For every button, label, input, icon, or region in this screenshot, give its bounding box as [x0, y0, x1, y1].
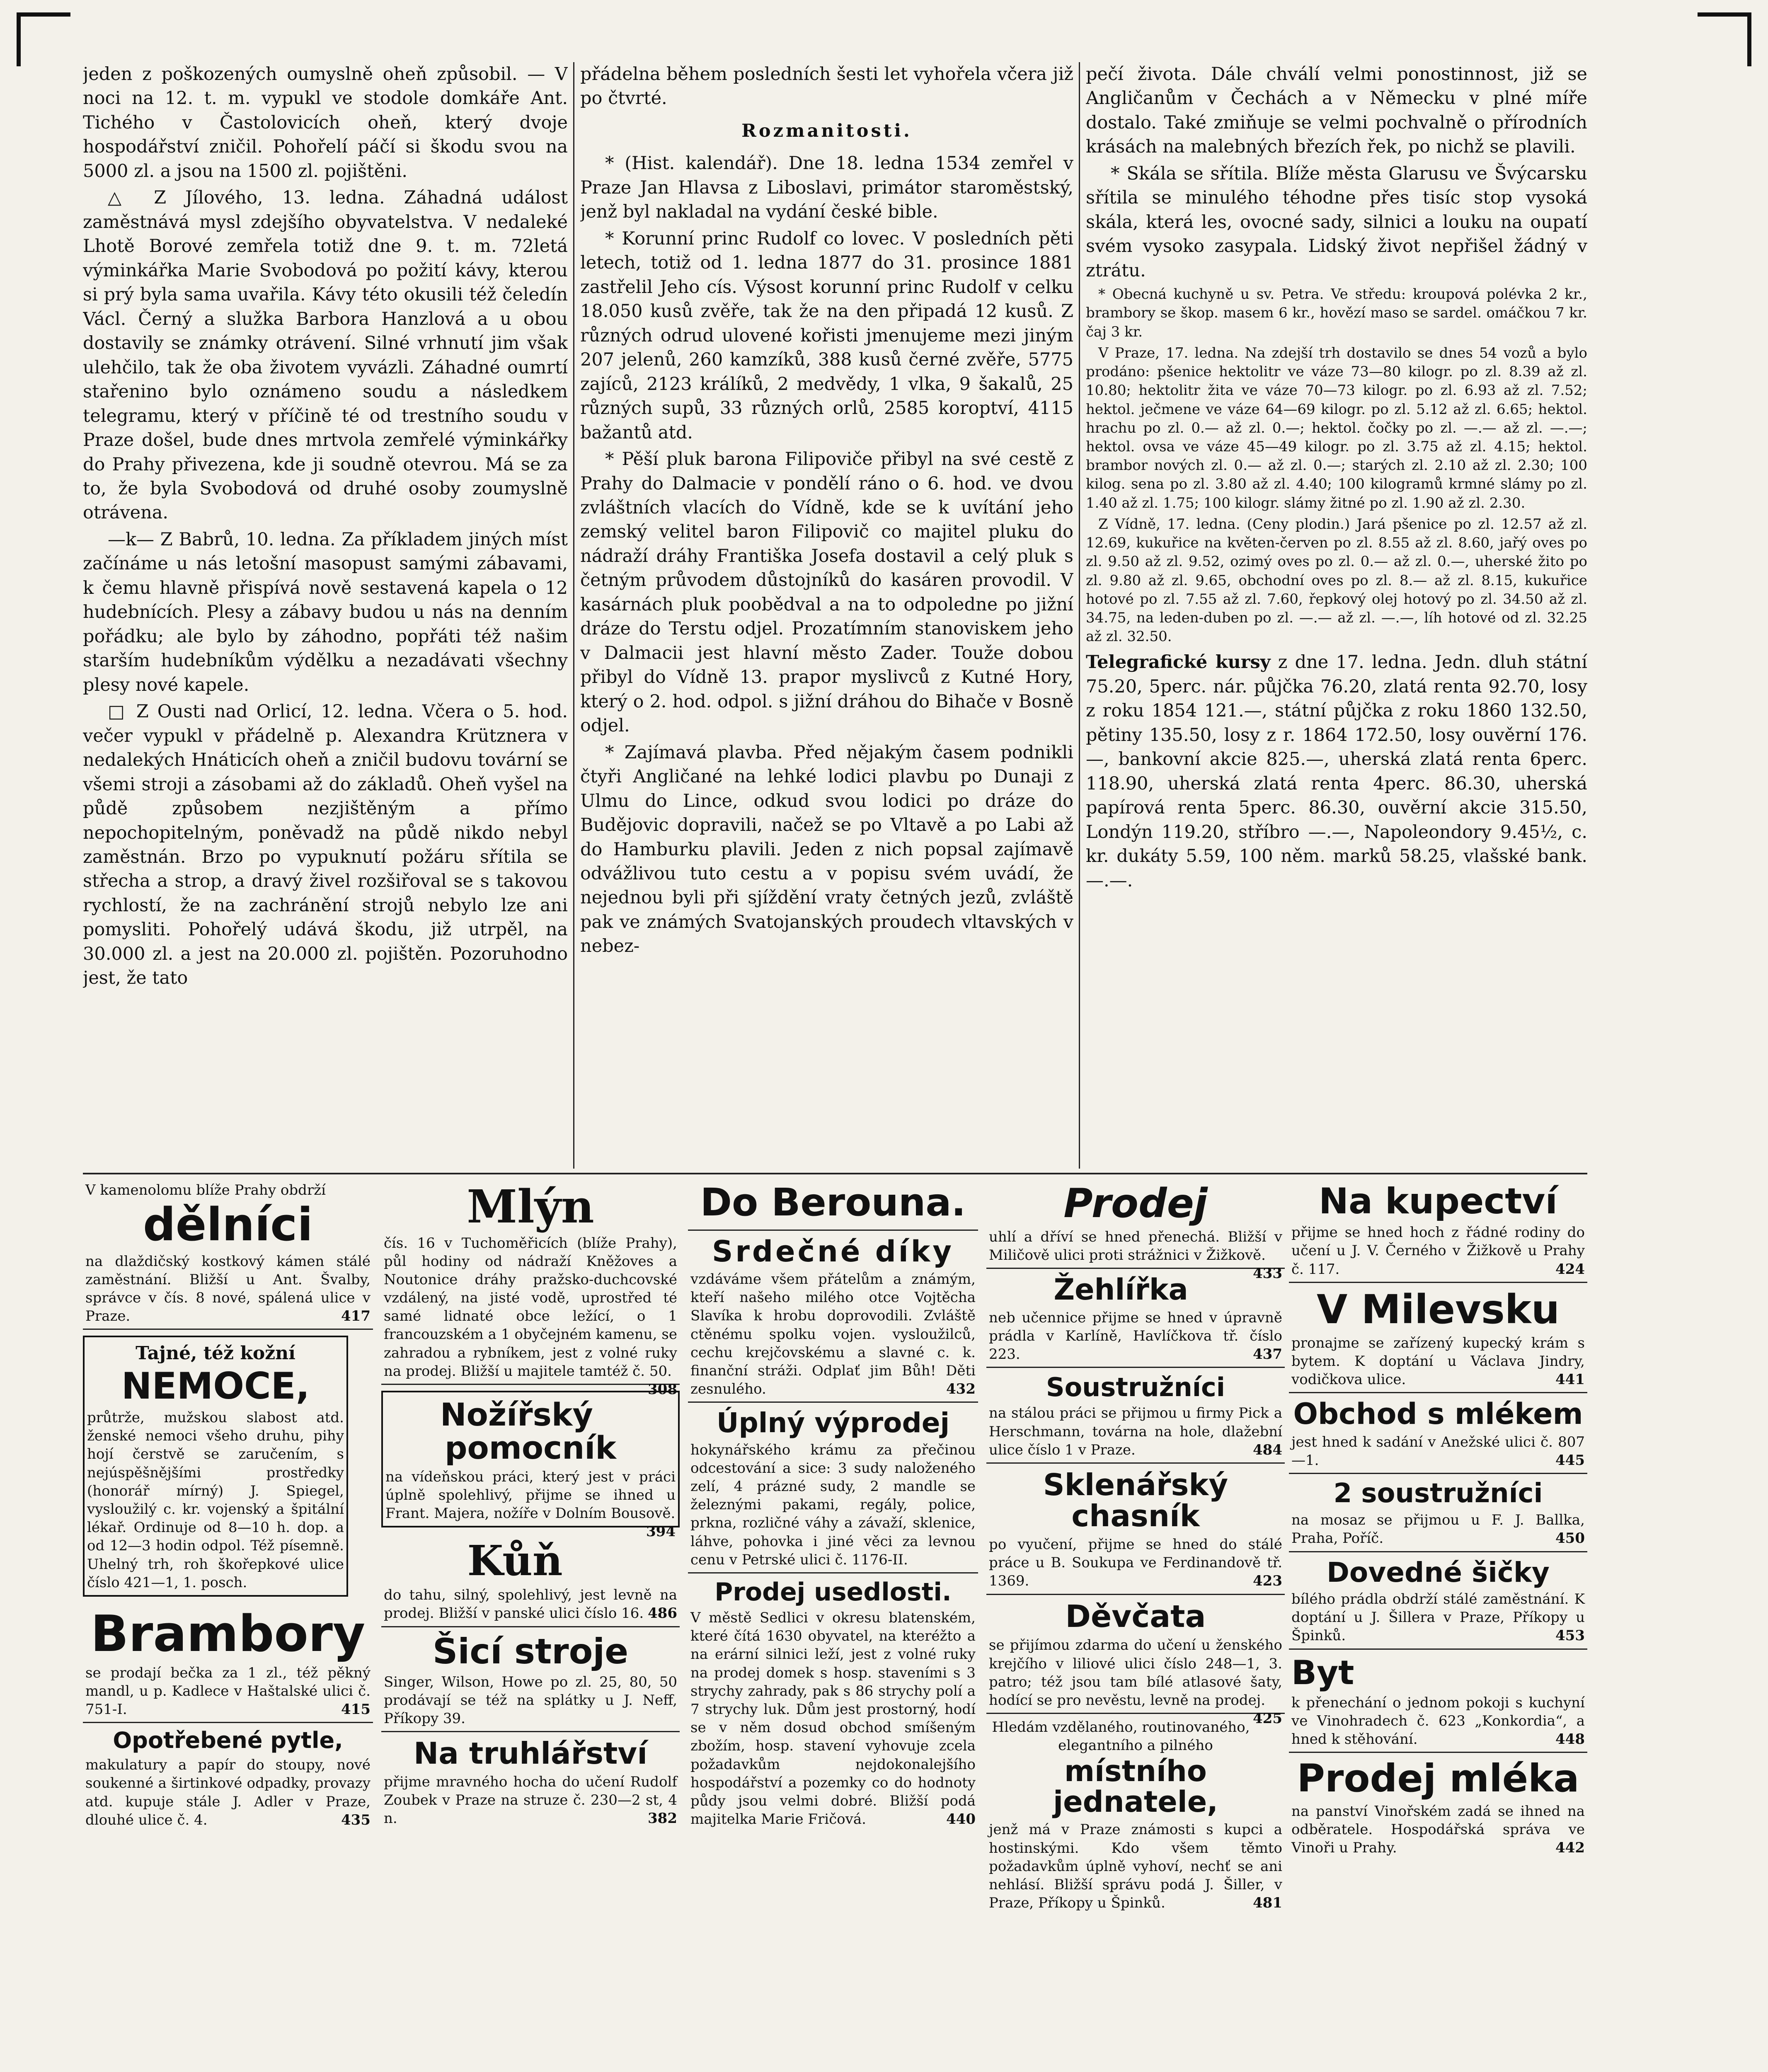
ad-text: uhlí a dříví se hned přenechá. Bližší v Miličově ulici proti strážnici v Žižkově. — [989, 1228, 1282, 1264]
ad-intro: Tajné, též kožní — [136, 1343, 295, 1364]
ad-number: 441 — [1555, 1371, 1585, 1388]
ad-number: 453 — [1555, 1627, 1585, 1644]
ad-text: Singer, Wilson, Howe po zl. 25, 80, 50 prodávají se též na splátky u J. Neff, Příkopy 39. — [384, 1673, 677, 1727]
ad-headline: Nožířský pomocník — [440, 1396, 616, 1466]
ad-number: 425 — [1253, 1710, 1282, 1727]
advertisement — [1289, 1393, 1587, 1474]
ad-headline: Byt — [1291, 1653, 1354, 1692]
ad-text: hokynářského krámu za přečinou odcestování a sice: 3 sudy naloženého zelí, 4 prázné sudy, 2 mandle se železnými pakami, regály, police, prkna, rozličné váhy a závaží, sklenice, láhve, pohovka i jiné věci za levnou cenu v Petrské ulici č. 1176-II. — [690, 1441, 976, 1568]
ad-number: 481 — [1253, 1895, 1282, 1912]
advertisement — [688, 1231, 978, 1403]
advertisement — [381, 1391, 680, 1540]
news-paragraph: pečí života. Dále chválí velmi ponostinnost, již se Angličanům v Čechách a v Německu v plné míře dostalo. Také zmiňuje se velmi pochvalně o přírodních krásách na malebných březích řek, po nichž se plavili. — [1086, 64, 1587, 157]
ad-headline: Mlýn — [467, 1180, 594, 1233]
ad-number: 448 — [1555, 1731, 1585, 1748]
ad-headline: Šicí stroje — [432, 1631, 629, 1672]
ad-text: po vyučení, přijme se hned do stálé práce u B. Soukupa ve Ferdinandově tř. 1369. — [989, 1536, 1282, 1590]
advertisement — [1289, 1753, 1587, 1860]
ad-headline: V Milevsku — [1316, 1286, 1560, 1333]
ad-number: 417 — [341, 1308, 371, 1325]
ad-number: 450 — [1555, 1530, 1585, 1547]
ad-text: vzdáváme všem přátelům a známým, kteří našeho milého otce Vojtěcha Slavíka k hrobu doprovodili. Zvláště ctěnému spolku vojen. vysloužilců, cechu krejčovskému a slavné c. k. finanční stráži. Odplať jim Bůh! Děti zesnulého. — [690, 1271, 976, 1398]
ad-text: neb učennice přijme se hned v úpravně prádla v Karlíně, Havlíčkova tř. číslo 223. — [989, 1309, 1282, 1363]
ad-number: 423 — [1253, 1573, 1282, 1590]
ad-text: přijme se hned hoch z řádné rodiny do učení u J. V. Černého v Žižkově u Prahy č. 117. — [1291, 1224, 1585, 1278]
ad-headline: Žehlířka — [1054, 1273, 1188, 1307]
news-paragraph: přádelna během posledních šesti let vyhořela včera již po čtvrté. — [580, 64, 1073, 109]
ad-headline: Opotřebené pytle, — [113, 1727, 343, 1754]
advertisement — [83, 1177, 373, 1330]
ad-text: na mosaz se přijmou u F. J. Ballka, Praha, Poříč. — [1291, 1512, 1585, 1547]
ads-column-3 — [688, 1177, 978, 2072]
ad-headline: NEMOCE, — [121, 1364, 310, 1407]
ad-headline: Na truhlářství — [413, 1736, 647, 1771]
ad-text: k přenechání o jednom pokoji s kuchyní ve Vinohradech č. 623 „Konkordia“, a hned k stěhování. — [1291, 1694, 1585, 1748]
ad-headline: Soustružníci — [1046, 1372, 1225, 1403]
advertisement — [83, 1336, 348, 1596]
ad-text: čís. 16 v Tuchoměřicích (blíže Prahy), půl hodiny od nádraží Kněžoves a Noutonice dráhy pražsko-duchcovské vzdálený, na jisté vodě, uprostřed té samé lidnaté obce ležící, o 1 francouzském a 1 obyčejném kamenu, se zahradou a rybníkem, jest z volné ruky na prodej. Bližší u majitele tamtéž č. 50. — [384, 1234, 677, 1380]
news-paragraph: * Skála se sřítila. Blíže města Glarusu ve Švýcarsku sřítila se minulého téhodne přes tisíc stop vysoká skála, která les, ovocné sady, silnici a louku na oupatí svém vysoko zasypala. Lidský život nepřišel žádný v ztrátu. — [1086, 163, 1587, 281]
market-paragraph: * Obecná kuchyně u sv. Petra. Ve středu: kroupová polévka 2 kr., brambory se škop. masem 6 kr., hovězí maso se sardel. omáčkou 7 kr. čaj 3 kr. — [1086, 286, 1587, 340]
ad-headline: Srdečné díky — [712, 1234, 954, 1268]
advertisement — [688, 1177, 978, 1231]
advertisement — [381, 1533, 680, 1627]
ad-intro: V kamenolomu blíže Prahy obdrží — [85, 1182, 326, 1198]
ad-number: 433 — [1253, 1265, 1282, 1282]
advertisement — [1289, 1474, 1587, 1552]
advertisement — [986, 1177, 1285, 1282]
ad-intro: Hledám vzdělaného, routinovaného, elegantního a pilného — [992, 1719, 1250, 1754]
ad-number: 440 — [946, 1811, 976, 1828]
market-paragraph: Z Vídně, 17. ledna. (Ceny plodin.) Jará pšenice po zl. 12.57 až zl. 12.69, kukuřice na květen-červen po zl. 8.55 až zl. 8.60, jařý oves po zl. 9.50 až zl. 9.52, ozimý oves po zl. 0.— až zl. 0.—, uherské žito po zl. 9.80 až zl. 9.65, obchodní oves po zl. 8.— až zl. 8.15, kukuřice hotové po zl. 7.55 až zl. 7.60, řepkový olej hotový po zl. 34.50 až zl. 34.75, na leden-duben po zl. —.— až zl. —.—, líh hotové od zl. 32.25 až zl. 32.50. — [1086, 516, 1587, 645]
ad-headline: 2 soustružníci — [1333, 1478, 1543, 1509]
ads-column-1 — [83, 1177, 373, 2072]
ad-text: na panství Vinořském zadá se ihned na odběratele. Hospodářská správa ve Vinoři u Prahy. — [1291, 1803, 1585, 1857]
corner-mark — [1698, 12, 1751, 66]
ad-headline: Do Berouna. — [700, 1180, 966, 1225]
advertisement — [1289, 1283, 1587, 1393]
news-column-2 — [580, 62, 1073, 1169]
ad-headline: Prodej usedlosti. — [714, 1578, 952, 1607]
advertisement — [986, 1464, 1285, 1595]
telegraph-title: Telegrafické kursy — [1086, 652, 1271, 673]
ad-headline: Dovedné šičky — [1327, 1556, 1550, 1588]
column-divider — [573, 62, 574, 1169]
ad-headline: Brambory — [90, 1605, 366, 1663]
ad-text: jest hned k sadání v Anežské ulici č. 807—1. — [1291, 1433, 1585, 1469]
advertisement — [986, 1368, 1285, 1464]
ad-headline: Na kupectví — [1319, 1181, 1557, 1222]
ad-text: se přijímou zdarma do učení u ženského krejčího v liliové ulici číslo 248—1, 3. patro; též jsou tam bílé atlasové šaty, hodící se pro nevěstu, levně na prodej. — [989, 1637, 1282, 1709]
ad-headline: Děvčata — [1065, 1598, 1206, 1634]
ad-number: 424 — [1555, 1261, 1585, 1278]
column-divider — [1079, 62, 1080, 1169]
ad-text: jenž má v Praze známosti s kupci a hostinskými. Kdo všem těmto požadavkům úplně vyhoví, nechť se ani nehlásí. Bližší správu podá J. Šiller, v Praze, Příkopy u Špinků. — [989, 1821, 1282, 1912]
advertisement — [1289, 1552, 1587, 1650]
news-paragraph: * Zajímavá plavba. Před nějakým časem podnikli čtyři Angličané na lehké lodici plavbu po Dunaji z Ulmu do Lince, odkud svou lodici po dráze do Budějovic dopravili, načež se po Vltavě a po Labi až do Hamburku plavili. Jeden z nich popsal zajímavě odvážlivou tuto cestu a v popisu svém uvádí, že nejednou byli při sjíždění vraty četných jezů, zvláště pak ve známých Svatojanských proudech vltavských v nebez- — [580, 742, 1073, 957]
ad-text: přijme mravného hocha do učení Rudolf Zoubek v Praze na struze č. 230—2 st, 4 n. — [384, 1773, 677, 1827]
advertisement — [688, 1573, 978, 1832]
telegraph-text: z dne 17. ledna. Jedn. dluh státní 75.20, 5perc. nár. půjčka 76.20, zlatá renta 92.70, losy z roku 1854 121.—, státní půjčka z roku 1860 132.50, pětiny 135.50, losy z r. 1864 172.50, losy ouvěrní 176.—, bankovní akcie 825.—, uherská zlatá renta 6perc. 118.90, uherská zlatá renta 4perc. 86.30, uherská papírová renta 5perc. 86.30, ouvěrní akcie 315.50, Londýn 119.20, stříbro —.—, Napoleondory 9.45½, c. kr. dukáty 5.59, 100 něm. marků 58.25, vlašské bank. —.—. — [1086, 652, 1587, 891]
ad-number: 432 — [946, 1381, 976, 1398]
ad-headline: Sklenářský chasník — [1043, 1467, 1228, 1534]
advertisement — [688, 1403, 978, 1573]
advertisement — [83, 1602, 373, 1723]
ad-number: 394 — [646, 1523, 676, 1540]
ad-number: 442 — [1555, 1840, 1585, 1857]
ads-column-2 — [381, 1177, 680, 2072]
news-paragraph: * Korunní princ Rudolf co lovec. V posledních pěti letech, totiž od 1. ledna 1877 do 31. prosince 1881 zastřelil Jeho cís. Výsost korunní princ Rudolf v celku 18.050 kusů zvěře, tak že na den připadá 12 kusů. Z různých odrud ulovené kořisti jmenujeme mezi jiným 207 jelenů, 260 kamzíků, 388 kusů černé zvěře, 5775 zajíců, 2123 králíků, 2 medvědy, 1 vlka, 9 šakalů, 25 různých supů, 33 různých orlů, 2585 koroptví, 4115 bažantů atd. — [580, 228, 1073, 443]
ad-headline: Prodej mléka — [1297, 1756, 1579, 1801]
ads-column-5 — [1289, 1177, 1587, 2072]
news-paragraph: * Pěší pluk barona Filipoviče přibyl na své cestě z Prahy do Dalmacie v pondělí ráno o 6. hod. ve dvou zvláštních vlacích do Vídně, kde se k uvítání jeho zemský velitel baron Filipovič co majitel pluku do nádraží dráhy Františka Josefa dostavil a celý pluk s četným průvodem důstojníků do kasáren provodil. V kasárnách pluk poobědval a na to odpoledne po jižní dráze do Terstu odjel. Prozatímním stanoviskem jeho v Dalmacii jest hlavní město Zader. Touže dobou přibyl do Vídně 13. prapor myslivců z Kutné Hory, který o 2. hod. odpol. s jižní dráhou do Bihače v Bosně odjel. — [580, 449, 1073, 736]
ads-column-4 — [986, 1177, 1285, 2072]
ad-text: na stálou práci se přijmou u firmy Pick a Herschmann, továrna na hole, dlažební ulice číslo 1 v Praze. — [989, 1405, 1282, 1458]
ad-text: do tahu, silný, spolehlivý, jest levně na prodej. Bližší v panské ulici číslo 16. — [384, 1587, 677, 1622]
advertisement — [381, 1177, 680, 1398]
market-reports — [1086, 285, 1587, 646]
ad-text: průtrže, mužskou slabost atd. ženské nemoci všeho druhu, pihy hojí čerstvě se zaručením, s nejúspěšnějšími prostředky (honorář mírný) J. Spiegel, vysloužilý c. kr. vojenský a špitální lékař. Ordinuje od 8—10 h. dop. a od 12—3 hodin odpol. Též písemně. Uhelný trh, roh škořepkové ulice číslo 421—1, 1. posch. — [87, 1409, 344, 1591]
advertisement — [381, 1627, 680, 1733]
news-column-1 — [83, 62, 568, 1169]
ad-text: V městě Sedlici v okresu blatenském, které čítá 1630 obyvatel, na kteréžto a na erární silnici leží, jest z volné ruky na prodej domek s hosp. staveními s 3 strychy zahrady, pak s 86 strychy polí a 7 strychy luk. Dům jest prostorný, hodí se v něm dosud obchod smíšeným zbožím, hosp. stavení vyhovuje zcela požadavkům nejdokonalejšího hospodářství a pozemky co do hodnoty půdy jsou velmi dobré. Bližší podá majitelka Marie Fričová. — [690, 1610, 976, 1828]
ad-headline: místního jednatele, — [1053, 1754, 1218, 1819]
section-heading: Rozmanitosti. — [741, 120, 912, 141]
advertisement — [986, 1714, 1285, 1915]
advertisement — [381, 1732, 680, 1831]
news-paragraph: * (Hist. kalendář). Dne 18. ledna 1534 zemřel v Praze Jan Hlavsa z Liboslavi, primátor staroměstský, jenž byl nakladal na vydání české bible. — [580, 153, 1073, 223]
ad-number: 382 — [648, 1810, 677, 1827]
ad-text: bílého prádla obdrží stálé zaměstnání. K doptání u J. Šillera v Praze, Příkopy u Špinků. — [1291, 1590, 1585, 1644]
ad-number: 437 — [1253, 1346, 1282, 1363]
advertisement — [1289, 1177, 1587, 1283]
news-column-3 — [1086, 62, 1587, 1169]
advertisement — [1289, 1650, 1587, 1753]
advertisement — [83, 1723, 373, 1832]
ad-headline: dělníci — [143, 1198, 313, 1251]
news-paragraph: —k— Z Babrů, 10. ledna. Za příkladem jiných míst začínáme u nás letošní masopust samými zábavami, k čemu hlavně přispívá nově sestavená kapela o 12 hudebnících. Plesy a zábavy budou u nás na denním pořádku; ale bylo by záhodno, popřáti též našim starším hudebníkům výdělku a nezadávati všechny plesy nové kapele. — [83, 529, 568, 695]
ad-headline: Prodej — [1063, 1180, 1208, 1227]
ad-number: 445 — [1555, 1452, 1585, 1469]
ad-number: 415 — [341, 1701, 371, 1718]
advertisement — [986, 1269, 1285, 1368]
ad-text: pronajme se zařízený kupecký krám s bytem. K doptání u Václava Jindry, vodičkova ulice. — [1291, 1334, 1585, 1388]
ad-headline: Kůň — [467, 1536, 563, 1585]
advertisement — [986, 1595, 1285, 1727]
ad-number: 484 — [1253, 1441, 1282, 1458]
ad-headline: Úplný výprodej — [716, 1407, 950, 1439]
section-divider — [83, 1173, 1587, 1174]
news-paragraph: □ Z Ousti nad Orlicí, 12. ledna. Včera o 5. hod. večer vypukl v přádelně p. Alexandra Krütznera v nedalekých Hnáticích oheň a zničil budovu tovární se všemi stroji a zásobami až do základů. Oheň vyšel na půdě způsobem nezjištěným a přímo nepochopitelným, poněvadž na půdě nikdo nebyl zaměstnán. Brzo po vypuknutí požáru sřítila se střecha a strop, a dravý živel rozšiřoval se s takovou rychlostí, že na zachránění strojů nebylo lze ani pomysliti. Pohořelý udává škodu, již utrpěl, na 30.000 zl. a jest na 20.000 zl. pojištěn. Pozoruhodno jest, že tato — [83, 701, 568, 989]
ad-headline: Obchod s mlékem — [1293, 1397, 1583, 1431]
ad-number: 486 — [648, 1605, 677, 1622]
market-paragraph: V Praze, 17. ledna. Na zdejší trh dostavilo se dnes 54 vozů a bylo prodáno: pšenice hektolitr ve váze 73—80 kilogr. po zl. 8.39 až zl. 10.80; hektolitr žita ve váze 70—73 kilogr. po zl. 6.93 až zl. 7.52; hektol. ječmene ve váze 64—69 kilogr. po zl. 5.12 až zl. 6.65; hektol. hrachu po zl. 0.— až zl. 0.—; hektol. čočky po zl. —.— až zl. —.—; hektol. ovsa ve váze 45—49 kilogr. po zl. 3.75 až zl. 4.15; hektol. brambor nových zl. 0.— až zl. 0.—; starých zl. 2.10 až zl. 2.30; 100 kilog. sena po zl. 3.80 až zl. 4.40; 100 kilogramů krmné slámy po zl. 1.40 až zl. 1.75; 100 kilogr. slámy žitné po zl. 1.90 až zl. 2.30. — [1086, 344, 1587, 511]
ad-number: 435 — [341, 1811, 371, 1828]
ad-number: 308 — [648, 1381, 677, 1398]
ad-text: se prodají bečka za 1 zl., též pěkný mandl, u p. Kadlece v Haštalské ulici č. 751-I. — [85, 1664, 371, 1718]
news-paragraph: △ Z Jílového, 13. ledna. Záhadná událost zaměstnává mysl zdejšího obyvatelstva. V nedaleké Lhotě Borové zemřela totiž dne 9. t. m. 72letá výminkářka Marie Svobodová po požití kávy, kterou si prý byla sama uvařila. Kávy této okusili též čeledín Václ. Černý a služka Barbora Hanzlová a u obou dostavily se známky otrávení. Silné vrhnutí jim však ulehčilo, tak že oba životem vyvázli. Záhadné oumrtí stařenino bylo oznámeno soudu a následkem telegramu, který v příčině té od trestního soudu v Praze došel, bude dnes mrtvola zemřelé výminkářky do Prahy přivezena, kde ji soudně otevrou. Má se za to, že byla Svobodová od druhé osoby zoumyslně otrávena. — [83, 187, 568, 523]
ad-text: makulatury a papír do stoupy, nové soukenné a širtinkové odpadky, provazy atd. kupuje stále J. Adler v Praze, dlouhé ulice č. 4. — [85, 1757, 371, 1828]
news-paragraph: jeden z poškozených oumyslně oheň způsobil. — V noci na 12. t. m. vypukl ve stodole domkáře Ant. Tichého v Častolovicích oheň, který dvoje hospodářství zničil. Pohořelí páčí si škodu svou na 5000 zl. a jsou na 1500 zl. pojištěni. — [83, 64, 568, 182]
ad-text: na dlaždičský kostkový kámen stálé zaměstnání. Bližší u Ant. Švalby, správce v čís. 8 nové, spálená ulice v Praze. — [85, 1253, 371, 1325]
corner-mark — [17, 12, 70, 66]
ad-text: na vídeňskou práci, který jest v práci úplně spolehlivý, přijme se ihned u Frant. Majera, nožíře v Dolním Bousově. — [385, 1468, 676, 1522]
